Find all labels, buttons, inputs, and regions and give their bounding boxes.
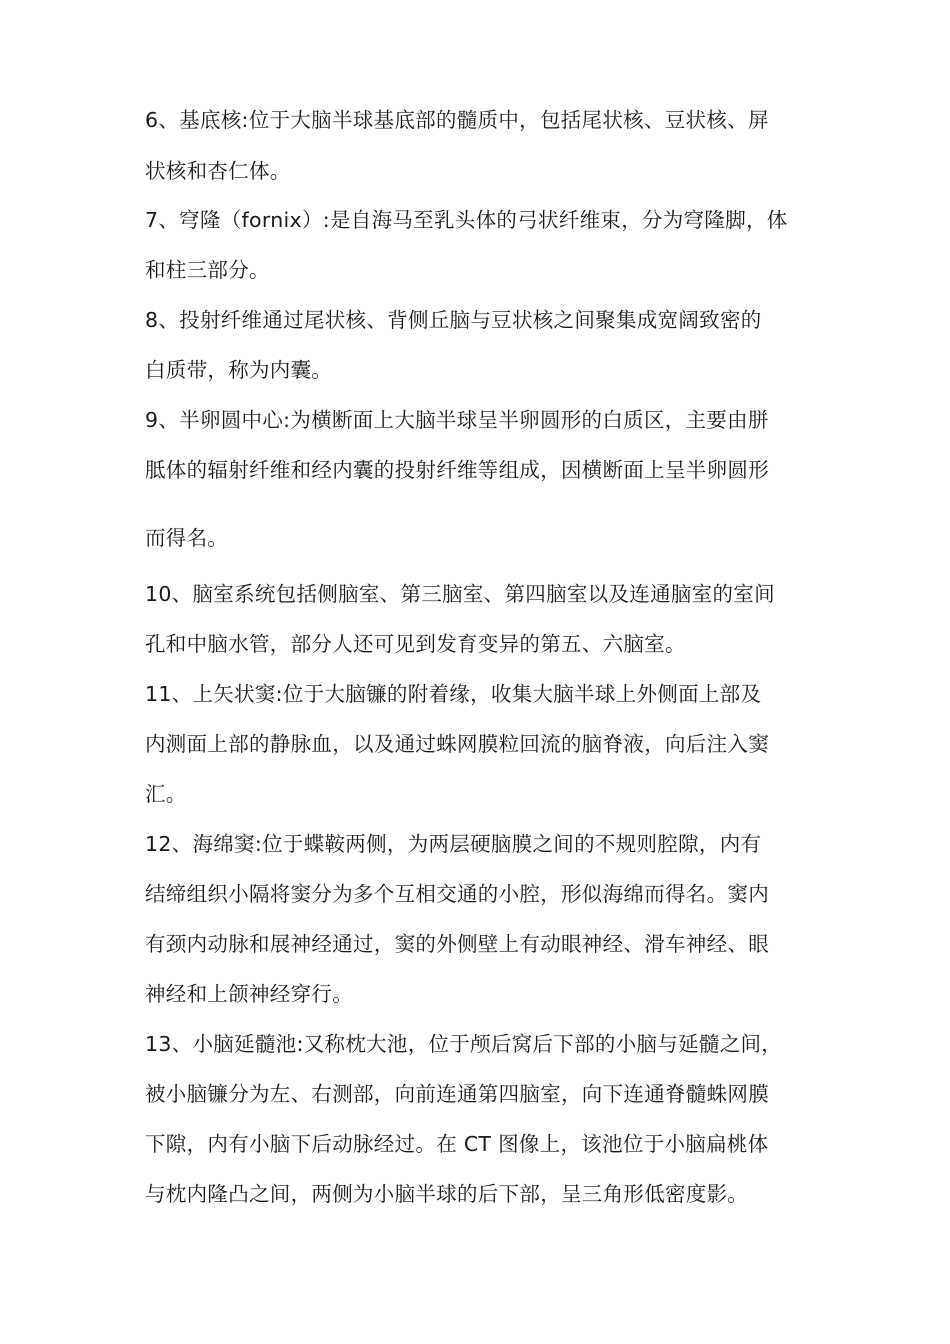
text-line: 6、基底核:位于大脑半球基底部的髓质中，包括尾状核、豆状核、屏 xyxy=(145,108,769,132)
text-line: 内测面上部的静脉血，以及通过蛛网膜粒回流的脑脊液，向后注入窦 xyxy=(145,732,769,756)
text-line: 与枕内隆凸之间，两侧为小脑半球的后下部，呈三角形低密度影。 xyxy=(145,1182,749,1206)
text-line: 11、上矢状窦:位于大脑镰的附着缘，收集大脑半球上外侧面上部及 xyxy=(145,682,762,706)
text-line: 和柱三部分。 xyxy=(145,258,270,282)
text-line: 8、投射纤维通过尾状核、背侧丘脑与豆状核之间聚集成宽阔致密的 xyxy=(145,308,762,332)
text-line: 白质带，称为内囊。 xyxy=(145,358,333,382)
text-line: 汇。 xyxy=(145,782,187,806)
text-line: 孔和中脑水管，部分人还可见到发育变异的第五、六脑室。 xyxy=(145,632,686,656)
text-line: 12、海绵窦:位于蝶鞍两侧，为两层硬脑膜之间的不规则腔隙，内有 xyxy=(145,832,762,856)
text-line: 9、半卵圆中心:为横断面上大脑半球呈半卵圆形的白质区，主要由胼 xyxy=(145,408,769,432)
text-line: 被小脑镰分为左、右测部，向前连通第四脑室，向下连通脊髓蛛网膜 xyxy=(145,1082,769,1106)
text-line: 状核和杏仁体。 xyxy=(145,159,291,183)
text-line: 结缔组织小隔将窦分为多个互相交通的小腔，形似海绵而得名。窦内 xyxy=(145,882,769,906)
text-line: 而得名。 xyxy=(145,526,229,550)
text-line: 10、脑室系统包括侧脑室、第三脑室、第四脑室以及连通脑室的室间 xyxy=(145,582,775,606)
text-line: 13、小脑延髓池:又称枕大池，位于颅后窝后下部的小脑与延髓之间， xyxy=(145,1032,783,1056)
text-line: 7、穹隆（fornix）:是自海马至乳头体的弓状纤维束，分为穹隆脚，体 xyxy=(145,208,788,232)
text-line: 神经和上颌神经穿行。 xyxy=(145,982,353,1006)
text-line: 胝体的辐射纤维和经内囊的投射纤维等组成，因横断面上呈半卵圆形 xyxy=(145,458,769,482)
text-line: 下隙，内有小脑下后动脉经过。在 CT 图像上，该池位于小脑扁桃体 xyxy=(145,1132,769,1156)
text-line: 有颈内动脉和展神经通过，窦的外侧壁上有动眼神经、滑车神经、眼 xyxy=(145,932,769,956)
